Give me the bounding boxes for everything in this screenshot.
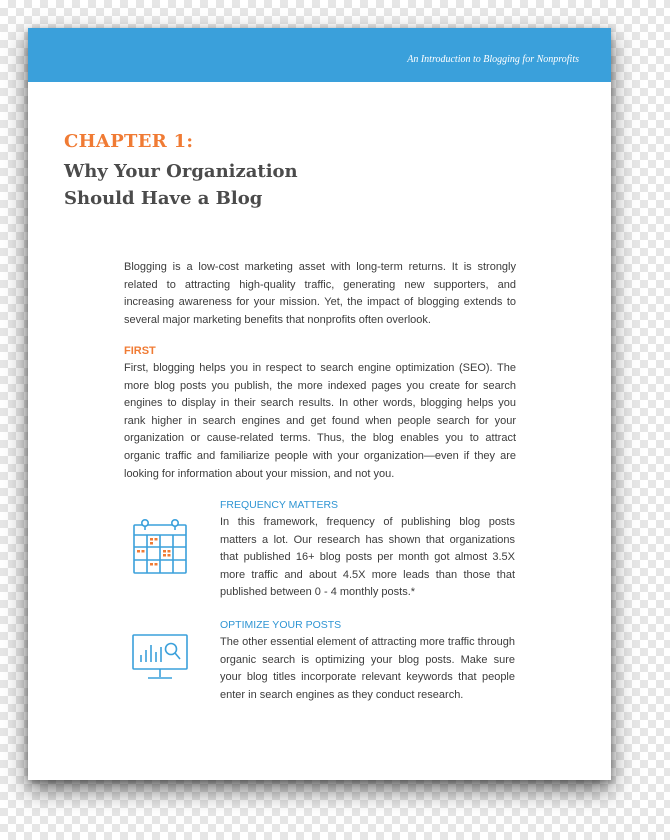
header-bar [28,28,611,82]
header-title: An Introduction to Blogging for Nonprofits [407,54,579,65]
frequency-heading: FREQUENCY MATTERS [220,499,339,511]
calendar-icon [132,518,188,576]
frequency-paragraph: In this framework, frequency of publishing blog posts matters a lot. Our research has shown that organizations that published 16+ blog posts per month got almost 3.5X more traffic and about 4.5X more leads than those that published between 0 - 4 monthly posts.* [220,516,515,599]
optimize-heading: OPTIMIZE YOUR POSTS [220,619,342,631]
monitor-analytics-icon [131,633,189,685]
chapter-title-line-1: Why Your Organization [64,161,298,182]
optimize-paragraph: The other essential element of attracting more traffic through organic search is optimizing your blog posts. Make sure your blog titles incorporate relevant keywords that people enter in search engines as they conduct research. [220,636,515,701]
chapter-title-line-2: Should Have a Blog [64,188,263,209]
intro-paragraph: Blogging is a low-cost marketing asset with long-term returns. It is strongly related to attracting high-quality traffic, generating new supporters, and increasing awareness for your mission. Yet, the impact of blogging extends to several major marketing benefits that nonprofits often overlook. [124,261,516,326]
first-paragraph: First, blogging helps you in respect to search engine optimization (SEO). The more blog posts you publish, the more indexed pages you create for search engines to display in their search results. In other words, blogging helps you rank higher in search engines and get found when people search for your organization or cause-related terms. Thus, the blog enables you to attract organic traffic and familiarize people with your organization—even if they are looking for information about your mission, and not you. [124,362,516,480]
chapter-title [64,158,364,212]
first-heading: FIRST [124,345,156,357]
document-page [28,28,611,780]
chapter-label: CHAPTER 1: [64,131,194,152]
